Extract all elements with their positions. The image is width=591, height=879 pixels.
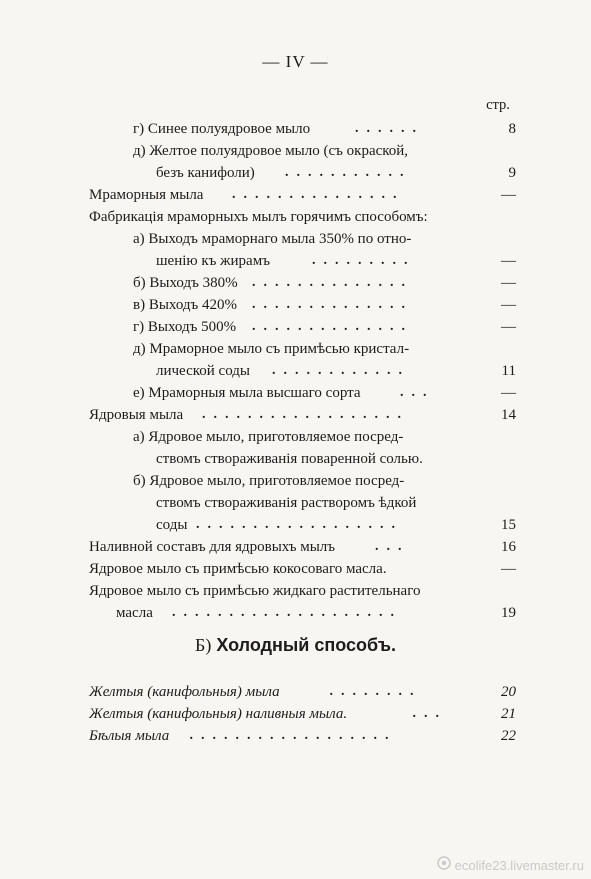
toc-entry-text: безъ канифоли) xyxy=(156,165,255,181)
leader-dots: .................. xyxy=(190,728,397,743)
toc-entry-text: Ядровое мыло съ примѣсью кокосоваго масла. xyxy=(89,561,387,577)
page-column-header: стр. xyxy=(486,97,510,113)
toc-entry xyxy=(0,272,591,294)
toc-entry-page: — xyxy=(501,187,516,203)
toc-entry-text: шенію къ жирамъ xyxy=(156,253,270,269)
toc-entry-text: в) Выходъ 420% xyxy=(133,297,238,313)
toc-entry-text: а) Выходъ мраморнаго мыла 350% по отно- xyxy=(133,231,412,247)
toc-entry xyxy=(0,725,591,747)
toc-entry-text: Фабрикація мраморныхъ мылъ горячимъ способомъ: xyxy=(89,209,428,225)
section-name: Холодный способъ. xyxy=(216,635,397,655)
toc-entry xyxy=(0,162,591,184)
toc-entry xyxy=(0,382,591,404)
toc-entry-text: е) Мраморныя мыла высшаго сорта xyxy=(133,385,361,401)
toc-entry xyxy=(0,184,591,206)
toc-entry xyxy=(0,426,591,448)
toc-entry-page: — xyxy=(501,385,516,401)
toc-entry-text: г) Синее полуядровое мыло xyxy=(133,121,311,137)
toc-entry-page: — xyxy=(501,561,516,577)
toc-entry-text: Ядровое мыло съ примѣсью жидкаго растительнаго xyxy=(89,583,421,599)
toc-entry-text: б) Выходъ 380% xyxy=(133,275,238,291)
toc-entry-page: 20 xyxy=(501,684,516,700)
toc-entry-text: Наливной составъ для ядровыхъ мылъ xyxy=(89,539,336,555)
toc-entry xyxy=(0,448,591,470)
toc-entry xyxy=(0,580,591,602)
leader-dots: ............... xyxy=(232,187,405,202)
leader-dots: ... xyxy=(413,706,448,721)
toc-entry-text: Желтыя (канифольныя) мыла xyxy=(89,684,280,700)
toc-entry-text: г) Выходъ 500% xyxy=(133,319,237,335)
toc-entry-page: 21 xyxy=(501,706,516,722)
toc-entry-text: ствомъ створаживанія поваренной солью. xyxy=(156,451,423,467)
toc-entry-text: ствомъ створаживанія растворомъ ѣдкой xyxy=(156,495,417,511)
leader-dots: ... xyxy=(375,539,410,554)
toc-entry-text: б) Ядровое мыло, приготовляемое посред- xyxy=(133,473,405,489)
table-of-contents xyxy=(0,118,591,624)
toc-entry-text: Ядровыя мыла xyxy=(89,407,184,423)
leader-dots: .................... xyxy=(172,605,402,620)
toc-entry-page: 8 xyxy=(508,121,516,137)
toc-entry xyxy=(0,118,591,140)
toc-entry xyxy=(0,703,591,725)
section-letter: Б) xyxy=(194,635,212,655)
toc-entry xyxy=(0,360,591,382)
toc-entry-text: д) Мраморное мыло съ примѣсью кристал- xyxy=(133,341,410,357)
toc-entry xyxy=(0,316,591,338)
leader-dots: .................. xyxy=(196,517,403,532)
leader-dots: ...... xyxy=(355,121,424,136)
toc-entry xyxy=(0,206,591,228)
page-number: — IV — xyxy=(262,52,329,71)
watermark-text: ecolife23.livemaster.ru xyxy=(454,858,584,873)
toc-entry-page: 22 xyxy=(501,728,516,744)
toc-entry-text: Бѣлыя мыла xyxy=(89,728,170,744)
toc-entry xyxy=(0,404,591,426)
watermark-logo-icon xyxy=(437,856,451,873)
toc-entry-page: 14 xyxy=(501,407,516,423)
toc-entry-page: — xyxy=(501,319,516,335)
toc-entry-text: Желтыя (канифольныя) наливныя мыла. xyxy=(89,706,348,722)
toc-entry xyxy=(0,338,591,360)
toc-entry-page: 15 xyxy=(501,517,516,533)
toc-entry xyxy=(0,514,591,536)
toc-entry xyxy=(0,228,591,250)
toc-entry xyxy=(0,536,591,558)
toc-entry-page: — xyxy=(501,253,516,269)
toc-entry-page: — xyxy=(501,297,516,313)
leader-dots: .................. xyxy=(202,407,409,422)
toc-entry xyxy=(0,294,591,316)
toc-entry xyxy=(0,681,591,703)
toc-entry-text: д) Желтое полуядровое мыло (съ окраской, xyxy=(133,143,409,159)
toc-entry-text: лической соды xyxy=(156,363,250,379)
toc-entry-page: 9 xyxy=(508,165,516,181)
leader-dots: ............ xyxy=(272,363,410,378)
toc-entry-text: а) Ядровое мыло, приготовляемое посред- xyxy=(133,429,404,445)
leader-dots: ........ xyxy=(330,684,422,699)
toc-entry xyxy=(0,250,591,272)
table-of-contents-cold xyxy=(0,681,591,747)
toc-entry xyxy=(0,470,591,492)
toc-entry-page: — xyxy=(501,275,516,291)
leader-dots: .............. xyxy=(252,275,413,290)
section-heading xyxy=(0,635,591,656)
leader-dots: .............. xyxy=(252,297,413,312)
leader-dots: ......... xyxy=(312,253,416,268)
leader-dots: .............. xyxy=(252,319,413,334)
toc-entry-text: Мраморныя мыла xyxy=(89,187,204,203)
leader-dots: ... xyxy=(400,385,435,400)
toc-entry-text: масла xyxy=(116,605,153,621)
toc-entry-page: 19 xyxy=(501,605,516,621)
toc-entry xyxy=(0,602,591,624)
leader-dots: ........... xyxy=(285,165,412,180)
toc-entry xyxy=(0,492,591,514)
toc-entry-page: 16 xyxy=(501,539,516,555)
toc-entry xyxy=(0,558,591,580)
toc-entry xyxy=(0,140,591,162)
watermark xyxy=(372,856,584,873)
toc-entry-text: соды xyxy=(156,517,188,533)
toc-entry-page: 11 xyxy=(501,363,516,379)
